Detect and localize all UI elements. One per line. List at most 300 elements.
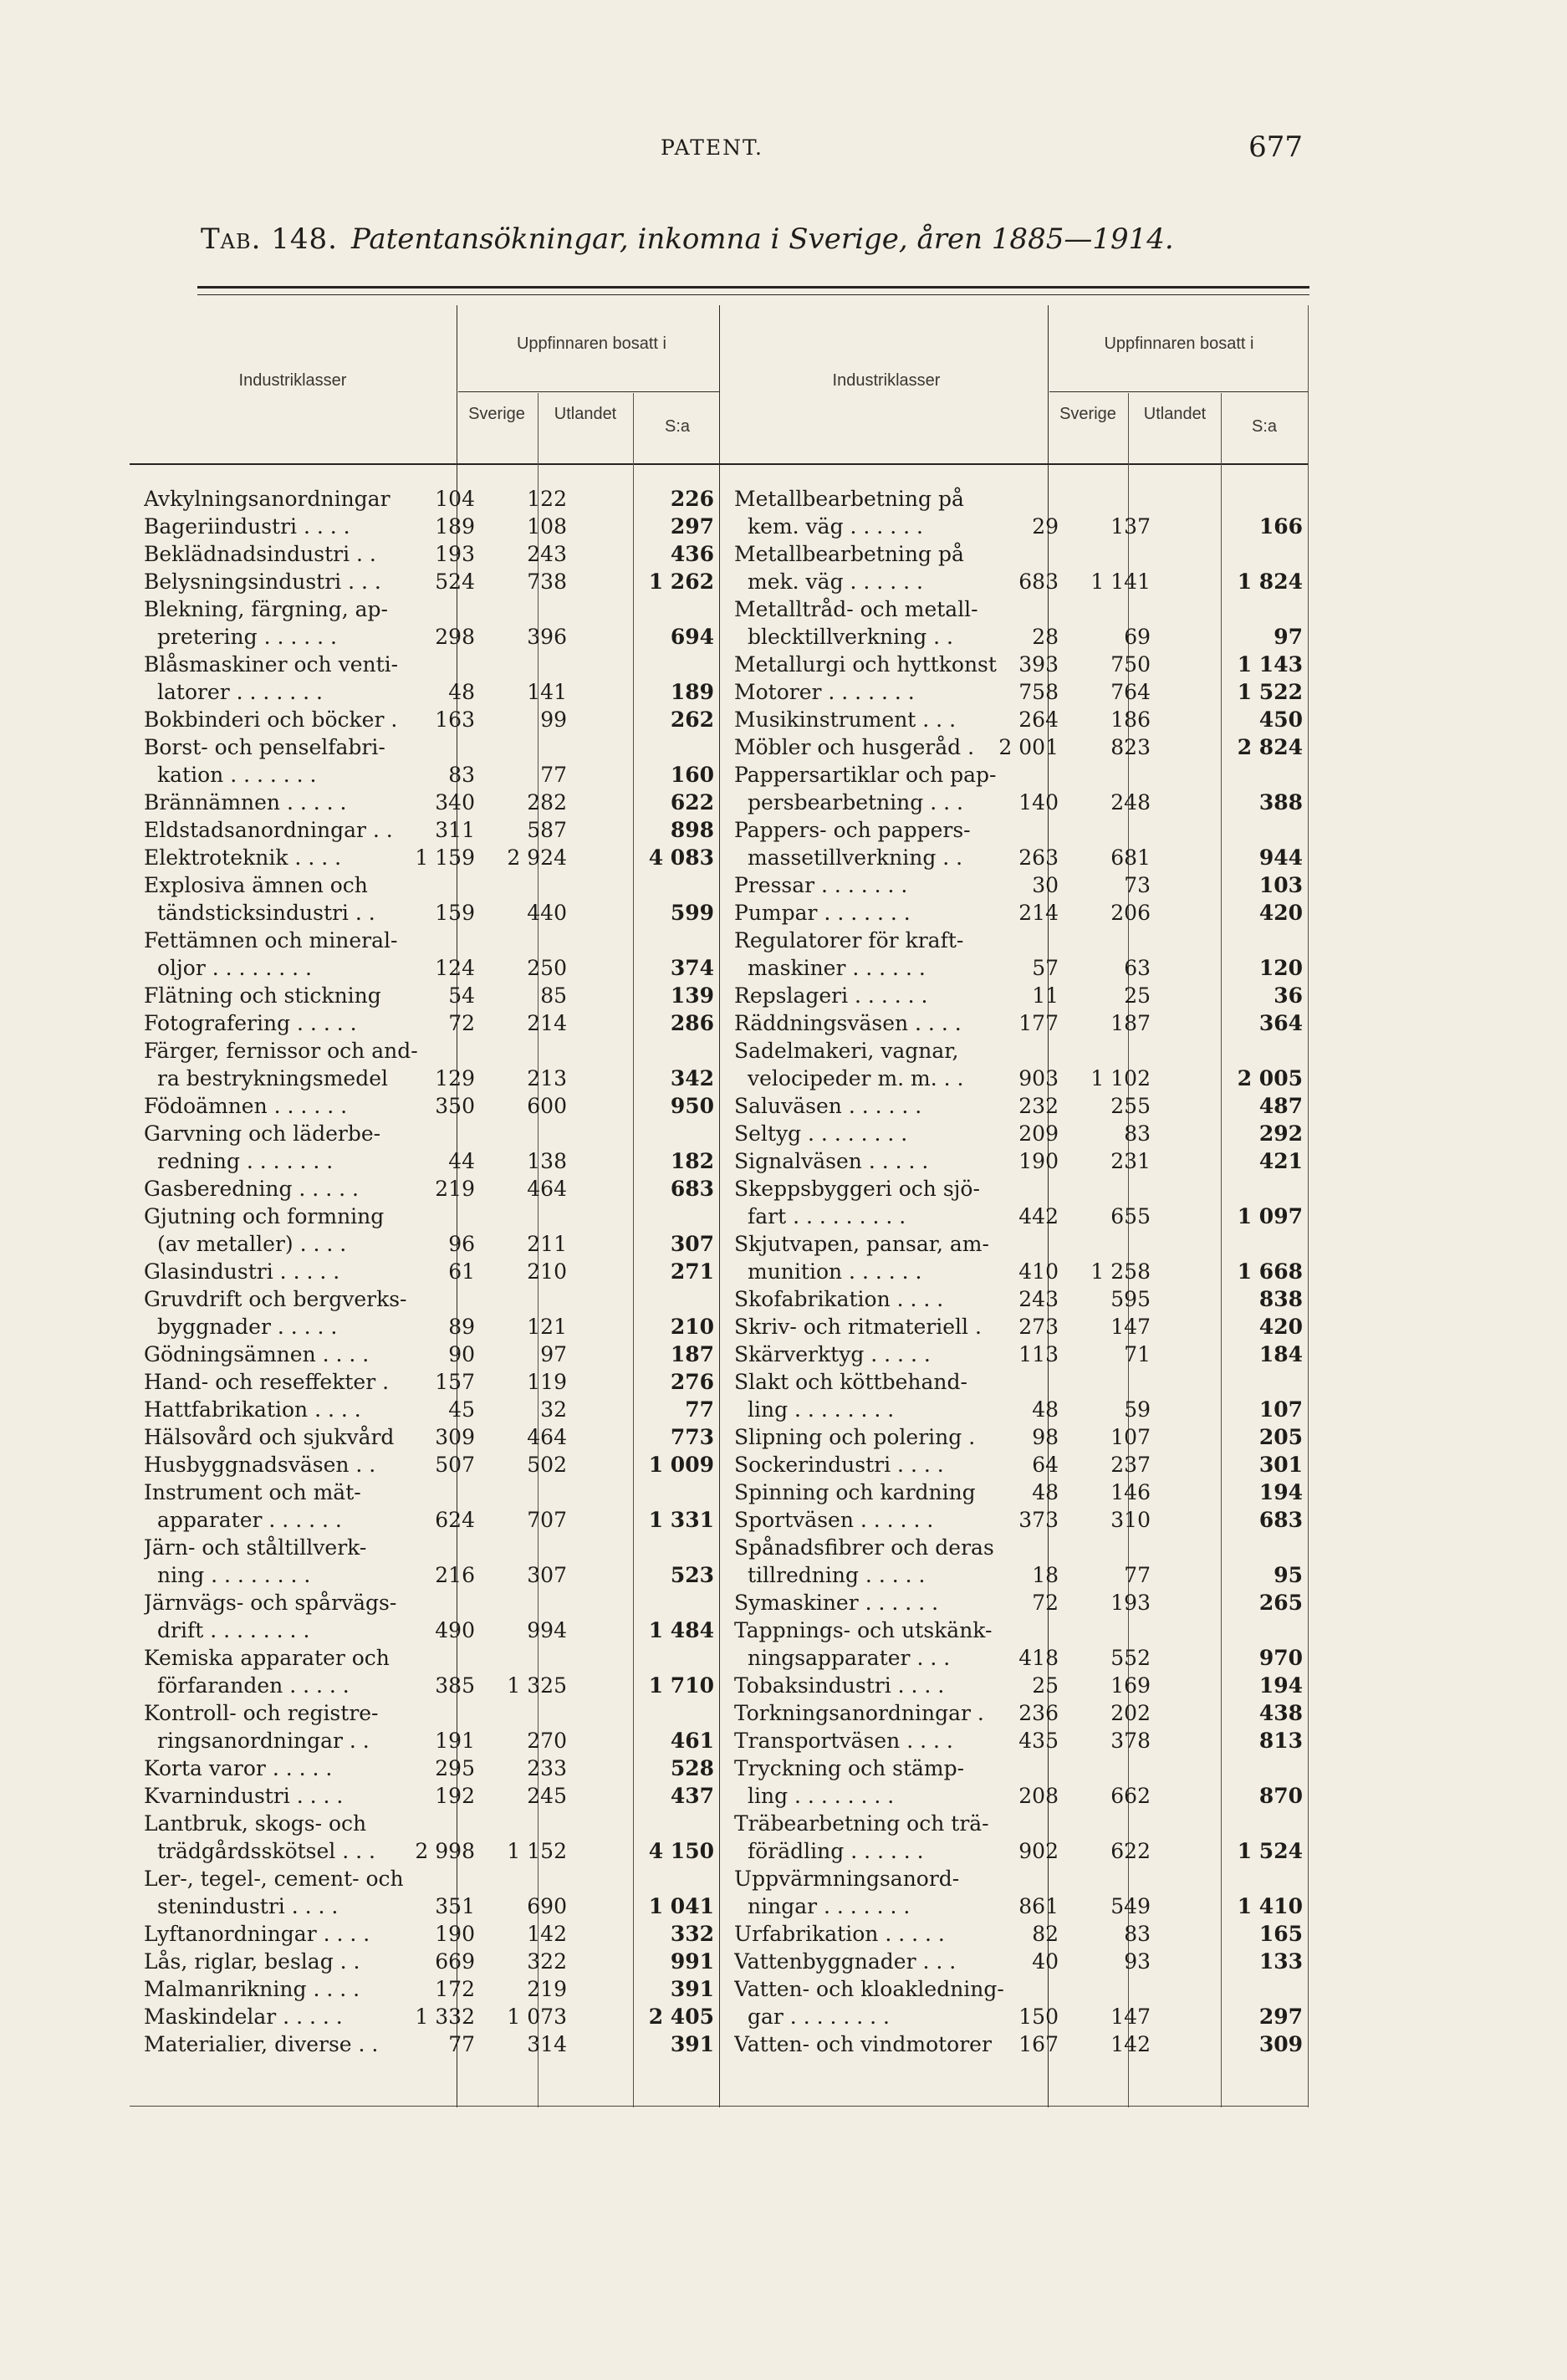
industry-name	[144, 1534, 445, 1589]
industry-name-line: Gasberedning . . . . .	[144, 1177, 359, 1201]
count-sverige: 311	[435, 818, 475, 842]
table-row	[734, 816, 1306, 871]
industry-name-line: ringsanordningar . .	[157, 1729, 370, 1753]
count-total: 139	[670, 983, 714, 1008]
industry-name	[734, 1589, 1037, 1616]
industry-name	[734, 1175, 1037, 1230]
industry-name-line: fart . . . . . . . . .	[748, 1204, 906, 1228]
industry-name	[734, 1092, 1037, 1120]
table-row	[144, 1258, 717, 1285]
count-total: 437	[670, 1784, 714, 1808]
industry-name	[734, 706, 1037, 733]
count-total: 205	[1258, 1425, 1303, 1449]
count-sverige: 683	[1018, 569, 1059, 594]
count-total: 1 009	[648, 1453, 714, 1477]
industry-name-line: munition . . . . . .	[748, 1259, 922, 1284]
industry-name	[144, 1865, 445, 1920]
count-total: 309	[1258, 2032, 1303, 2056]
count-utlandet: 245	[527, 1784, 567, 1808]
count-sverige: 669	[435, 1949, 475, 1974]
industry-name-line: Ler-, tegel-, cement- och	[144, 1867, 404, 1891]
table-row	[734, 1037, 1306, 1092]
count-sverige: 219	[435, 1177, 475, 1201]
count-sverige: 30	[1032, 873, 1059, 897]
industry-name-line: Slakt och köttbehand-	[734, 1370, 967, 1394]
count-utlandet: 464	[527, 1177, 567, 1201]
count-utlandet: 83	[1124, 1121, 1151, 1146]
count-utlandet: 707	[527, 1508, 567, 1532]
industry-name-line: Symaskiner . . . . . .	[734, 1591, 939, 1615]
industry-name-line: pretering . . . . . .	[157, 625, 338, 649]
table-row	[734, 1092, 1306, 1120]
count-sverige: 507	[435, 1453, 475, 1477]
industry-name	[144, 982, 445, 1009]
count-utlandet: 231	[1110, 1149, 1151, 1173]
table-row	[144, 1037, 717, 1092]
industry-name	[144, 1175, 445, 1203]
industry-name-line: Instrument och mät-	[144, 1480, 361, 1504]
table-row	[144, 733, 717, 789]
count-total: 870	[1258, 1784, 1303, 1808]
table-row	[734, 485, 1306, 540]
count-sverige: 209	[1018, 1121, 1059, 1146]
count-total: 95	[1274, 1563, 1303, 1587]
industry-name-line: Eldstadsanordningar . .	[144, 818, 393, 842]
industry-name	[144, 816, 445, 844]
table-row	[734, 761, 1306, 816]
count-utlandet: 1 325	[507, 1673, 567, 1698]
industry-name-line: Sockerindustri . . . .	[734, 1453, 944, 1477]
industry-name-line: Tappnings- och utskänk-	[734, 1618, 993, 1642]
count-total: 523	[670, 1563, 714, 1587]
count-sverige: 159	[435, 901, 475, 925]
industry-name-line: blecktillverkning . .	[748, 625, 953, 649]
table-row	[144, 1285, 717, 1341]
industry-name-line: ningar . . . . . . .	[748, 1894, 911, 1918]
count-total: 103	[1258, 873, 1303, 897]
count-total: 1 041	[648, 1894, 714, 1918]
industry-name-line: Metallbearbetning på	[734, 542, 964, 566]
industry-name	[144, 1975, 445, 2003]
industry-name	[734, 1009, 1037, 1037]
table-row	[144, 1423, 717, 1451]
count-total: 4 150	[648, 1839, 714, 1863]
industry-name-line: Metalltråd- och metall-	[734, 597, 978, 621]
industry-name	[734, 1948, 1037, 1975]
industry-name	[734, 816, 1037, 871]
count-utlandet: 187	[1110, 1011, 1151, 1035]
industry-name-line: maskiner . . . . . .	[748, 956, 926, 980]
count-utlandet: 169	[1110, 1673, 1151, 1698]
industry-name-line: oljor . . . . . . . .	[157, 956, 312, 980]
count-sverige: 25	[1032, 1673, 1059, 1698]
header-sweden-left: Sverige	[468, 405, 525, 423]
industry-name-line: Hand- och reseffekter .	[144, 1370, 390, 1394]
count-total: 622	[670, 790, 714, 815]
industry-name	[144, 1644, 445, 1699]
count-utlandet: 1 141	[1090, 569, 1151, 594]
industry-name	[734, 651, 1037, 678]
count-total: 421	[1258, 1149, 1303, 1173]
count-utlandet: 85	[540, 983, 567, 1008]
industry-name	[734, 1672, 1037, 1699]
count-total: 276	[670, 1370, 714, 1394]
count-sverige: 1 332	[415, 2005, 475, 2029]
table-row	[144, 1092, 717, 1120]
table-row	[144, 1396, 717, 1423]
count-utlandet: 121	[527, 1315, 567, 1339]
table-row	[144, 816, 717, 844]
count-utlandet: 1 073	[507, 2005, 567, 2029]
count-sverige: 309	[435, 1425, 475, 1449]
count-total: 301	[1258, 1453, 1303, 1477]
industry-name-line: Skärverktyg . . . . .	[734, 1342, 931, 1366]
header-abroad-right: Utlandet	[1143, 405, 1207, 423]
table-label: Tab. 148.	[201, 222, 338, 256]
table-row	[144, 1865, 717, 1920]
header-resident-right: Uppfinnaren bosatt i	[1104, 335, 1254, 353]
count-utlandet: 552	[1110, 1646, 1151, 1670]
count-sverige: 236	[1018, 1701, 1059, 1725]
count-sverige: 190	[1018, 1149, 1059, 1173]
industry-name-line: Blekning, färgning, ap-	[144, 597, 388, 621]
count-sverige: 2 998	[415, 1839, 475, 1863]
header-industry-right: Industriklasser	[832, 371, 941, 390]
industry-name	[144, 1948, 445, 1975]
table-row	[734, 678, 1306, 706]
industry-name	[144, 1396, 445, 1423]
count-total: 388	[1258, 790, 1303, 815]
industry-name-line: Malmanrikning . . . .	[144, 1977, 360, 2001]
industry-name-line: Lantbruk, skogs- och	[144, 1811, 367, 1836]
industry-name-line: Slipning och polering .	[734, 1425, 976, 1449]
count-total: 420	[1258, 1315, 1303, 1339]
count-total: 307	[670, 1232, 714, 1256]
industry-name-line: Borst- och penselfabri-	[144, 735, 385, 759]
industry-name	[734, 1037, 1037, 1092]
industry-name-line: Signalväsen . . . . .	[734, 1149, 929, 1173]
industry-name-line: Hattfabrikation . . . .	[144, 1397, 361, 1422]
industry-name	[144, 1092, 445, 1120]
count-utlandet: 750	[1110, 652, 1151, 677]
count-total: 184	[1258, 1342, 1303, 1366]
count-total: 210	[670, 1315, 714, 1339]
count-utlandet: 600	[527, 1094, 567, 1118]
industry-name	[734, 1147, 1037, 1175]
table-row	[734, 1506, 1306, 1534]
count-total: 1 331	[648, 1508, 714, 1532]
industry-name-line: Skeppsbyggeri och sjö-	[734, 1177, 980, 1201]
count-sverige: 157	[435, 1370, 475, 1394]
count-utlandet: 211	[527, 1232, 567, 1256]
count-total: 391	[670, 2032, 714, 2056]
table-row	[734, 651, 1306, 678]
count-utlandet: 681	[1110, 845, 1151, 870]
count-sverige: 435	[1018, 1729, 1059, 1753]
count-total: 773	[670, 1425, 714, 1449]
count-utlandet: 233	[527, 1756, 567, 1780]
industry-name	[144, 1009, 445, 1037]
count-utlandet: 248	[1110, 790, 1151, 815]
table-row	[144, 1782, 717, 1810]
table-row	[734, 1975, 1306, 2030]
count-utlandet: 210	[527, 1259, 567, 1284]
count-utlandet: 138	[527, 1149, 567, 1173]
industry-name-line: Regulatorer för kraft-	[734, 928, 964, 953]
count-sverige: 243	[1018, 1287, 1059, 1311]
industry-name	[144, 595, 445, 651]
count-sverige: 193	[435, 542, 475, 566]
table-row	[144, 1009, 717, 1037]
count-sverige: 208	[1018, 1784, 1059, 1808]
count-utlandet: 77	[540, 763, 567, 787]
count-sverige: 902	[1018, 1839, 1059, 1863]
count-utlandet: 214	[527, 1011, 567, 1035]
count-sverige: 624	[435, 1508, 475, 1532]
industry-name	[734, 1810, 1037, 1865]
table-row	[734, 1534, 1306, 1589]
count-utlandet: 141	[527, 680, 567, 704]
count-utlandet: 310	[1110, 1508, 1151, 1532]
count-sverige: 82	[1032, 1922, 1059, 1946]
industry-name-line: Skjutvapen, pansar, am-	[734, 1232, 989, 1256]
count-total: 487	[1258, 1094, 1303, 1118]
count-utlandet: 1 152	[507, 1839, 567, 1863]
table-row	[144, 982, 717, 1009]
industry-name-line: Pappersartiklar och pap-	[734, 763, 997, 787]
count-total: 2 005	[1237, 1066, 1303, 1090]
count-utlandet: 502	[527, 1453, 567, 1477]
table-row	[144, 1699, 717, 1754]
count-total: 165	[1258, 1922, 1303, 1946]
count-total: 332	[670, 1922, 714, 1946]
table-row	[734, 1727, 1306, 1754]
count-sverige: 72	[448, 1011, 475, 1035]
industry-name	[144, 1368, 445, 1396]
count-utlandet: 282	[527, 790, 567, 815]
count-utlandet: 97	[540, 1342, 567, 1366]
industry-name	[734, 540, 1037, 595]
count-sverige: 190	[435, 1922, 475, 1946]
table-row	[144, 1479, 717, 1534]
industry-name-line: ling . . . . . . . .	[748, 1397, 895, 1422]
table-row	[144, 1203, 717, 1258]
count-total: 2 405	[648, 2005, 714, 2029]
industry-name	[734, 899, 1037, 927]
count-total: 160	[670, 763, 714, 787]
table-row	[734, 1948, 1306, 1975]
count-sverige: 18	[1032, 1563, 1059, 1587]
count-total: 1 262	[648, 569, 714, 594]
industry-name	[734, 678, 1037, 706]
count-total: 1 484	[648, 1618, 714, 1642]
count-total: 420	[1258, 901, 1303, 925]
count-total: 683	[1258, 1508, 1303, 1532]
industry-name-line: Pumpar . . . . . . .	[734, 901, 911, 925]
industry-name-line: gar . . . . . . . .	[748, 2005, 891, 2029]
count-total: 374	[670, 956, 714, 980]
count-sverige: 903	[1018, 1066, 1059, 1090]
industry-name-line: Urfabrikation . . . . .	[734, 1922, 945, 1946]
table-row	[734, 1699, 1306, 1727]
count-utlandet: 213	[527, 1066, 567, 1090]
industry-name-line: stenindustri . . . .	[157, 1894, 339, 1918]
bottom-rule	[130, 2106, 1309, 2107]
count-total: 450	[1258, 707, 1303, 732]
industry-name	[144, 1699, 445, 1754]
industry-name-line: Materialier, diverse . .	[144, 2032, 379, 2056]
table-row	[734, 1479, 1306, 1506]
industry-name-line: Husbyggnadsväsen . .	[144, 1453, 376, 1477]
industry-name-line: Blåsmaskiner och venti-	[144, 652, 399, 677]
industry-name-line: Pressar . . . . . . .	[734, 873, 908, 897]
industry-name	[144, 1120, 445, 1175]
count-total: 107	[1258, 1397, 1303, 1422]
count-utlandet: 146	[1110, 1480, 1151, 1504]
count-utlandet: 243	[527, 542, 567, 566]
industry-name-line: Kemiska apparater och	[144, 1646, 390, 1670]
left-table-half	[144, 485, 717, 2058]
industry-name-line: Kvarnindustri . . . .	[144, 1784, 344, 1808]
count-sverige: 214	[1018, 901, 1059, 925]
column-rule-4	[719, 305, 720, 2107]
top-rule-thin	[197, 294, 1309, 295]
industry-name-line: Spinning och kardning	[734, 1480, 976, 1504]
industry-name-line: Seltyg . . . . . . . .	[734, 1121, 908, 1146]
industry-name-line: Glasindustri . . . . .	[144, 1259, 340, 1284]
count-total: 271	[670, 1259, 714, 1284]
count-sverige: 524	[435, 569, 475, 594]
count-sverige: 129	[435, 1066, 475, 1090]
table-row	[144, 1975, 717, 2003]
industry-name-line: Bageriindustri . . . .	[144, 514, 350, 539]
count-utlandet: 142	[1110, 2032, 1151, 2056]
industry-name-line: drift . . . . . . . .	[157, 1618, 310, 1642]
industry-name-line: persbearbetning . . .	[748, 790, 963, 815]
count-sverige: 61	[448, 1259, 475, 1284]
count-sverige: 189	[435, 514, 475, 539]
industry-name-line: Färger, fernissor och and-	[144, 1039, 418, 1063]
table-row	[734, 1368, 1306, 1423]
count-utlandet: 823	[1110, 735, 1151, 759]
count-utlandet: 206	[1110, 901, 1151, 925]
count-total: 1 668	[1237, 1259, 1303, 1284]
count-total: 166	[1258, 514, 1303, 539]
table-row	[734, 1423, 1306, 1451]
table-row	[144, 1810, 717, 1865]
count-total: 265	[1258, 1591, 1303, 1615]
count-sverige: 113	[1018, 1342, 1059, 1366]
count-utlandet: 464	[527, 1425, 567, 1449]
industry-name-line: Motorer . . . . . . .	[734, 680, 915, 704]
industry-name-line: Skofabrikation . . . .	[734, 1287, 944, 1311]
table-row	[734, 1589, 1306, 1616]
industry-name	[734, 2030, 1037, 2058]
table-row	[734, 1009, 1306, 1037]
count-utlandet: 595	[1110, 1287, 1151, 1311]
count-sverige: 45	[448, 1397, 475, 1422]
industry-name	[144, 513, 445, 540]
count-sverige: 758	[1018, 680, 1059, 704]
count-sverige: 177	[1018, 1011, 1059, 1035]
count-total: 1 522	[1237, 680, 1303, 704]
count-total: 226	[670, 487, 714, 511]
table-row	[734, 871, 1306, 899]
count-sverige: 340	[435, 790, 475, 815]
count-utlandet: 147	[1110, 2005, 1151, 2029]
table-row	[734, 540, 1306, 595]
header-total-left: S:a	[664, 417, 691, 436]
industry-name-line: Maskindelar . . . . .	[144, 2005, 343, 2029]
industry-name	[734, 1754, 1037, 1810]
industry-name-line: Tryckning och stämp-	[734, 1756, 965, 1780]
count-total: 189	[670, 680, 714, 704]
count-utlandet: 587	[527, 818, 567, 842]
count-utlandet: 59	[1124, 1397, 1151, 1422]
industry-name	[144, 1037, 445, 1092]
table-row	[144, 1451, 717, 1479]
count-sverige: 98	[1032, 1425, 1059, 1449]
industry-name	[734, 1313, 1037, 1341]
table-row	[144, 513, 717, 540]
count-sverige: 273	[1018, 1315, 1059, 1339]
industry-name-line: Vatten- och vindmotorer	[734, 2032, 992, 2056]
table-row	[734, 1616, 1306, 1672]
industry-name	[734, 927, 1037, 982]
industry-name-line: ra bestrykningsmedel	[157, 1066, 389, 1090]
industry-name	[734, 1120, 1037, 1147]
industry-name-line: Musikinstrument . . .	[734, 707, 957, 732]
industry-name-line: trädgårdsskötsel . . .	[157, 1839, 375, 1863]
count-utlandet: 764	[1110, 680, 1151, 704]
count-sverige: 11	[1032, 983, 1059, 1008]
table-row	[144, 1644, 717, 1699]
industry-name	[734, 1230, 1037, 1285]
industry-name-line: velocipeder m. m. . .	[748, 1066, 964, 1090]
count-total: 813	[1258, 1729, 1303, 1753]
table-row	[144, 651, 717, 706]
industry-name-line: ling . . . . . . . .	[748, 1784, 895, 1808]
industry-name-line: Tobaksindustri . . . .	[734, 1673, 945, 1698]
industry-name-line: mek. väg . . . . . .	[748, 569, 923, 594]
count-sverige: 96	[448, 1232, 475, 1256]
count-sverige: 29	[1032, 514, 1059, 539]
count-total: 694	[670, 625, 714, 649]
industry-name-line: Järnvägs- och spårvägs-	[144, 1591, 397, 1615]
industry-name	[734, 733, 1037, 761]
industry-name-line: Transportväsen . . . .	[734, 1729, 953, 1753]
count-total: 1 524	[1237, 1839, 1303, 1863]
count-sverige: 104	[435, 487, 475, 511]
industry-name	[144, 568, 445, 595]
industry-name	[144, 1782, 445, 1810]
count-sverige: 140	[1018, 790, 1059, 815]
industry-name-line: Spånadsfibrer och deras	[734, 1535, 994, 1560]
header-sweden-right: Sverige	[1059, 405, 1116, 423]
table-row	[734, 1672, 1306, 1699]
table-row	[144, 2003, 717, 2030]
industry-name	[144, 1203, 445, 1258]
table-row	[144, 2030, 717, 2058]
count-utlandet: 71	[1124, 1342, 1151, 1366]
industry-name-line: massetillverkning . .	[748, 845, 963, 870]
count-sverige: 351	[435, 1894, 475, 1918]
table-row	[734, 1810, 1306, 1865]
table-row	[144, 844, 717, 871]
industry-name	[144, 651, 445, 706]
count-utlandet: 63	[1124, 956, 1151, 980]
table-row	[144, 595, 717, 651]
